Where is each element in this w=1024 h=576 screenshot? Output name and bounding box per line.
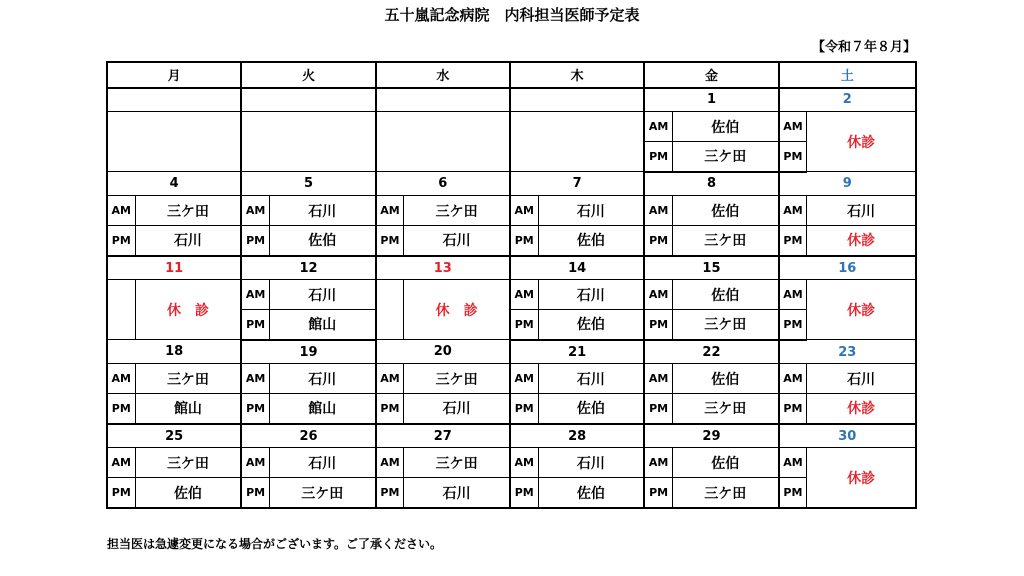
pm-label: PM bbox=[107, 394, 135, 424]
pm-doctor: 三ケ田 bbox=[672, 225, 778, 255]
weekday-header: 火 bbox=[241, 62, 375, 88]
date-cell: 25 bbox=[107, 424, 241, 448]
date-cell: 23 bbox=[779, 340, 916, 364]
pm-doctor: 館山 bbox=[269, 394, 375, 424]
pm-label: PM bbox=[241, 394, 269, 424]
date-cell: 13 bbox=[376, 256, 510, 280]
am-row bbox=[107, 448, 916, 478]
date-cell: 22 bbox=[644, 340, 778, 364]
holiday-closed-text: 休 診 bbox=[135, 280, 241, 340]
date-cell: 29 bbox=[644, 424, 778, 448]
date-row bbox=[107, 340, 916, 364]
pm-label: PM bbox=[510, 310, 538, 340]
closed-text: 休診 bbox=[807, 448, 916, 508]
am-label: AM bbox=[779, 448, 807, 478]
am-label: AM bbox=[779, 280, 807, 310]
pm-label: PM bbox=[241, 310, 269, 340]
am-doctor: 佐伯 bbox=[672, 448, 778, 478]
am-label: AM bbox=[241, 280, 269, 310]
am-doctor: 石川 bbox=[269, 280, 375, 310]
date-cell: 2 bbox=[779, 88, 916, 112]
date-cell: 4 bbox=[107, 172, 241, 196]
pm-row bbox=[107, 478, 916, 508]
date-cell: 7 bbox=[510, 172, 644, 196]
date-cell: 16 bbox=[779, 256, 916, 280]
am-doctor: 石川 bbox=[807, 364, 916, 394]
pm-label: PM bbox=[107, 225, 135, 255]
am-row bbox=[107, 196, 916, 226]
pm-row bbox=[107, 394, 916, 424]
date-cell: 1 bbox=[644, 88, 778, 112]
weekday-header-row bbox=[107, 62, 916, 88]
pm-label: PM bbox=[376, 225, 404, 255]
date-cell: 30 bbox=[779, 424, 916, 448]
am-label: AM bbox=[376, 448, 404, 478]
date-cell: 8 bbox=[644, 172, 778, 196]
pm-row bbox=[107, 225, 916, 255]
am-doctor: 佐伯 bbox=[672, 112, 778, 142]
am-doctor: 石川 bbox=[269, 448, 375, 478]
month-label: 【令和７年８月】 bbox=[811, 40, 916, 55]
date-cell: 12 bbox=[241, 256, 375, 280]
pm-label: PM bbox=[779, 394, 807, 424]
am-row bbox=[107, 364, 916, 394]
pm-doctor: 三ケ田 bbox=[269, 478, 375, 508]
empty-cell bbox=[241, 112, 375, 172]
pm-doctor: 三ケ田 bbox=[672, 310, 778, 340]
schedule-table bbox=[106, 61, 917, 509]
am-row bbox=[107, 112, 916, 142]
pm-doctor: 石川 bbox=[404, 225, 510, 255]
weekday-header: 水 bbox=[376, 62, 510, 88]
pm-label: PM bbox=[107, 478, 135, 508]
pm-label: PM bbox=[779, 310, 807, 340]
pm-label: PM bbox=[241, 225, 269, 255]
am-row bbox=[107, 280, 916, 310]
pm-doctor: 佐伯 bbox=[538, 394, 644, 424]
am-label: AM bbox=[779, 196, 807, 226]
date-row bbox=[107, 256, 916, 280]
pm-label: PM bbox=[644, 394, 672, 424]
am-doctor: 石川 bbox=[807, 196, 916, 226]
notice-text: 担当医は急遽変更になる場合がございます。ご了承ください。 bbox=[107, 537, 443, 551]
am-doctor: 石川 bbox=[269, 196, 375, 226]
pm-doctor: 三ケ田 bbox=[672, 394, 778, 424]
date-cell: 18 bbox=[107, 340, 241, 364]
pm-doctor: 三ケ田 bbox=[672, 141, 778, 171]
date-cell: 6 bbox=[376, 172, 510, 196]
pm-doctor: 館山 bbox=[135, 394, 241, 424]
date-row bbox=[107, 424, 916, 448]
date-cell: 27 bbox=[376, 424, 510, 448]
am-label: AM bbox=[107, 196, 135, 226]
pm-label: PM bbox=[644, 478, 672, 508]
pm-doctor: 三ケ田 bbox=[672, 478, 778, 508]
am-label: AM bbox=[376, 364, 404, 394]
pm-doctor: 佐伯 bbox=[538, 225, 644, 255]
holiday-closed-text: 休 診 bbox=[404, 280, 510, 340]
am-label: AM bbox=[510, 280, 538, 310]
pm-label: PM bbox=[241, 478, 269, 508]
empty-cell bbox=[376, 112, 510, 172]
date-cell: 19 bbox=[241, 340, 375, 364]
date-cell: 28 bbox=[510, 424, 644, 448]
am-label: AM bbox=[779, 364, 807, 394]
am-label: AM bbox=[779, 112, 807, 142]
am-doctor: 三ケ田 bbox=[135, 448, 241, 478]
pm-doctor: 館山 bbox=[269, 310, 375, 340]
date-cell: 15 bbox=[644, 256, 778, 280]
date-row bbox=[107, 172, 916, 196]
weekday-header: 土 bbox=[779, 62, 916, 88]
am-label: AM bbox=[107, 448, 135, 478]
am-label: AM bbox=[644, 448, 672, 478]
pm-doctor: 佐伯 bbox=[538, 478, 644, 508]
date-cell bbox=[510, 88, 644, 112]
am-label: AM bbox=[241, 448, 269, 478]
am-label: AM bbox=[644, 280, 672, 310]
weekday-header: 金 bbox=[644, 62, 778, 88]
am-label: AM bbox=[376, 196, 404, 226]
pm-label: PM bbox=[376, 394, 404, 424]
pm-doctor: 佐伯 bbox=[269, 225, 375, 255]
date-cell: 14 bbox=[510, 256, 644, 280]
am-doctor: 石川 bbox=[538, 448, 644, 478]
am-label: AM bbox=[510, 364, 538, 394]
date-cell: 5 bbox=[241, 172, 375, 196]
am-label: AM bbox=[644, 364, 672, 394]
date-cell: 20 bbox=[376, 340, 510, 364]
am-doctor: 三ケ田 bbox=[135, 364, 241, 394]
date-cell: 9 bbox=[779, 172, 916, 196]
am-doctor: 佐伯 bbox=[672, 364, 778, 394]
holiday-blank-cell bbox=[376, 280, 404, 340]
date-cell bbox=[107, 88, 241, 112]
date-cell: 21 bbox=[510, 340, 644, 364]
pm-label: PM bbox=[510, 394, 538, 424]
am-label: AM bbox=[241, 196, 269, 226]
pm-label: PM bbox=[644, 141, 672, 171]
empty-cell bbox=[510, 112, 644, 172]
closed-text: 休診 bbox=[807, 280, 916, 340]
pm-label: PM bbox=[644, 225, 672, 255]
holiday-blank-cell bbox=[107, 280, 135, 340]
pm-doctor: 佐伯 bbox=[538, 310, 644, 340]
am-doctor: 三ケ田 bbox=[135, 196, 241, 226]
pm-label: PM bbox=[510, 478, 538, 508]
weekday-header: 木 bbox=[510, 62, 644, 88]
date-cell bbox=[241, 88, 375, 112]
am-label: AM bbox=[107, 364, 135, 394]
am-doctor: 石川 bbox=[538, 364, 644, 394]
am-label: AM bbox=[644, 112, 672, 142]
pm-doctor: 休診 bbox=[807, 394, 916, 424]
pm-label: PM bbox=[779, 225, 807, 255]
pm-doctor: 石川 bbox=[404, 394, 510, 424]
am-label: AM bbox=[510, 448, 538, 478]
closed-text: 休診 bbox=[807, 112, 916, 172]
am-doctor: 三ケ田 bbox=[404, 196, 510, 226]
am-doctor: 佐伯 bbox=[672, 280, 778, 310]
date-row bbox=[107, 88, 916, 112]
page-title: 五十嵐記念病院 内科担当医師予定表 bbox=[384, 6, 640, 24]
weekday-header: 月 bbox=[107, 62, 241, 88]
pm-doctor: 石川 bbox=[404, 478, 510, 508]
date-cell: 11 bbox=[107, 256, 241, 280]
pm-label: PM bbox=[510, 225, 538, 255]
pm-label: PM bbox=[376, 478, 404, 508]
am-label: AM bbox=[644, 196, 672, 226]
am-doctor: 石川 bbox=[538, 196, 644, 226]
am-doctor: 石川 bbox=[538, 280, 644, 310]
am-doctor: 石川 bbox=[269, 364, 375, 394]
am-label: AM bbox=[510, 196, 538, 226]
empty-cell bbox=[107, 112, 241, 172]
am-doctor: 三ケ田 bbox=[404, 448, 510, 478]
pm-doctor: 石川 bbox=[135, 225, 241, 255]
am-doctor: 三ケ田 bbox=[404, 364, 510, 394]
pm-doctor: 休診 bbox=[807, 225, 916, 255]
pm-label: PM bbox=[779, 141, 807, 171]
pm-label: PM bbox=[644, 310, 672, 340]
date-cell bbox=[376, 88, 510, 112]
am-doctor: 佐伯 bbox=[672, 196, 778, 226]
date-cell: 26 bbox=[241, 424, 375, 448]
pm-label: PM bbox=[779, 478, 807, 508]
am-label: AM bbox=[241, 364, 269, 394]
pm-doctor: 佐伯 bbox=[135, 478, 241, 508]
